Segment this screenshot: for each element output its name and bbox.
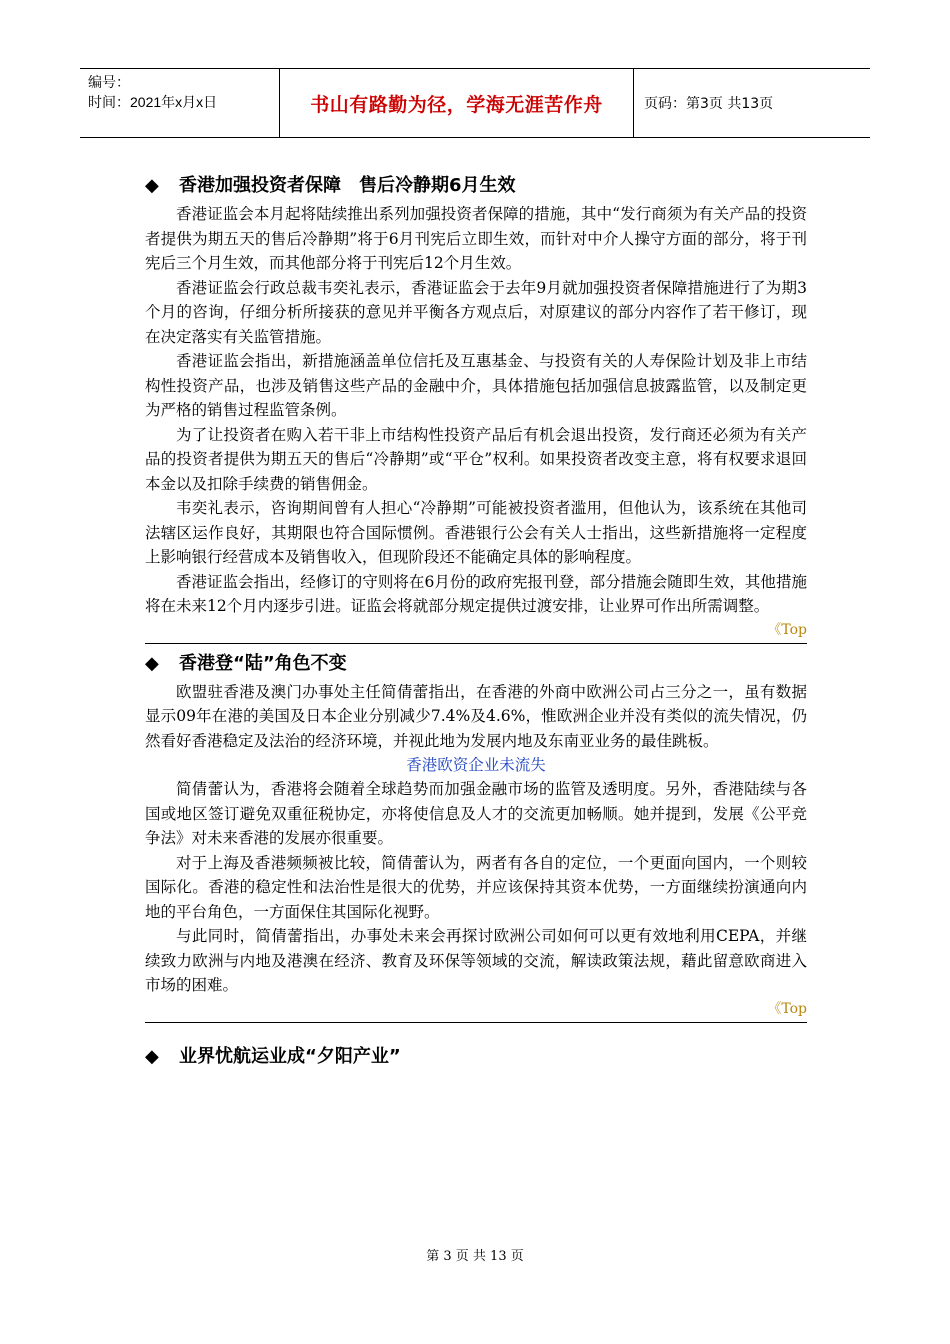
document-body <box>145 170 807 1073</box>
section-title-text: 香港登“陆”角色不变 <box>179 652 347 674</box>
section-divider <box>145 1020 807 1023</box>
section-divider <box>145 641 807 644</box>
header-motto: 书山有路勤为径，学海无涯苦作舟 <box>280 69 634 137</box>
section-title <box>145 648 807 680</box>
back-to-top-link[interactable]: 《Top <box>767 1000 807 1017</box>
paragraph: 对于上海及香港频频被比较，简倩蕾认为，两者有各自的定位，一个更面向国内，一个则较国际化。香港的稳定性和法治性是很大的优势，并应该保持其资本优势，一方面继续扮演通向内地的平台角色，一方面保住其国际化视野。 <box>145 853 807 921</box>
page-header <box>80 68 870 138</box>
paragraph: 香港证监会指出，经修订的守则将在6月份的政府宪报刊登，部分措施会随即生效，其他措施将在未来12个月内逐步引进。证监会将就部分规定提供过渡安排，让业界可作出所需调整。 <box>145 572 807 615</box>
paragraph: 简倩蕾认为，香港将会随着全球趋势而加强金融市场的监管及透明度。另外，香港陆续与各国或地区签订避免双重征税协定，亦将使信息及人才的交流更加畅顺。她并提到，发展《公平竞争法》对未来香港的发展亦很重要。 <box>145 780 807 847</box>
paragraph: 韦奕礼表示，咨询期间曾有人担心“冷静期”可能被投资者滥用，但他认为，该系统在其他司法辖区运作良好，其期限也符合国际惯例。香港银行公会有关人士指出，这些新措施将一定程度上影响银行经营成本及销售收入，但现阶段还不能确定具体的影响程度。 <box>145 499 807 566</box>
section-title <box>145 1041 807 1073</box>
subheading-link[interactable]: 香港欧资企业未流失 <box>406 756 546 774</box>
header-meta <box>80 69 280 137</box>
header-page-info: 页码：第3页 共13页 <box>644 96 774 112</box>
paragraph: 欧盟驻香港及澳门办事处主任简倩蕾指出，在香港的外商中欧洲公司占三分之一，虽有数据显示09年在港的美国及日本企业分别减少7.4%及4.6%，惟欧洲企业并没有类似的流失情况，仍然看好香港稳定及法治的经济环境，并视此地为发展内地及东南亚业务的最佳跳板。 <box>145 682 807 750</box>
diamond-bullet-icon: ◆ <box>145 175 159 196</box>
section-title <box>145 170 807 202</box>
page-footer: 第 3 页 共 13 页 <box>426 1249 524 1264</box>
diamond-bullet-icon: ◆ <box>145 652 159 674</box>
doc-number-label: 编号： <box>88 74 130 90</box>
section-title-text: 业界忧航运业成“夕阳产业” <box>179 1045 401 1067</box>
section-title-text: 香港加强投资者保障 售后冷静期6月生效 <box>179 175 516 196</box>
doc-time-label: 时间：2021年x月x日 <box>88 94 218 110</box>
paragraph: 香港证监会行政总裁韦奕礼表示，香港证监会于去年9月就加强投资者保障措施进行了为期3个月的咨询，仔细分析所接获的意见并平衡各方观点后，对原建议的部分内容作了若干修订，现在决定落实有关监管措施。 <box>145 278 807 346</box>
paragraph: 香港证监会本月起将陆续推出系列加强投资者保障的措施，其中“发行商须为有关产品的投资者提供为期五天的售后冷静期”将于6月刊宪后立即生效，而针对中介人操守方面的部分，将于刊宪后三个月生效，而其他部分将于刊宪后12个月生效。 <box>145 205 807 272</box>
paragraph: 为了让投资者在购入若干非上市结构性投资产品后有机会退出投资，发行商还必须为有关产品的投资者提供为期五天的售后“冷静期”或“平仓”权利。如果投资者改变主意，将有权要求退回本金以及扣除手续费的销售佣金。 <box>145 425 807 493</box>
diamond-bullet-icon: ◆ <box>145 1045 159 1067</box>
paragraph: 与此同时，简倩蕾指出，办事处未来会再探讨欧洲公司如何可以更有效地利用CEPA，并继续致力欧洲与内地及港澳在经济、教育及环保等领域的交流，解读政策法规，藉此留意欧商进入市场的困难。 <box>145 927 807 994</box>
paragraph: 香港证监会指出，新措施涵盖单位信托及互惠基金、与投资有关的人寿保险计划及非上市结构性投资产品，也涉及销售这些产品的金融中介，具体措施包括加强信息披露监管，以及制定更为严格的销售过程监管条例。 <box>145 352 807 419</box>
back-to-top-link[interactable]: 《Top <box>767 621 807 638</box>
